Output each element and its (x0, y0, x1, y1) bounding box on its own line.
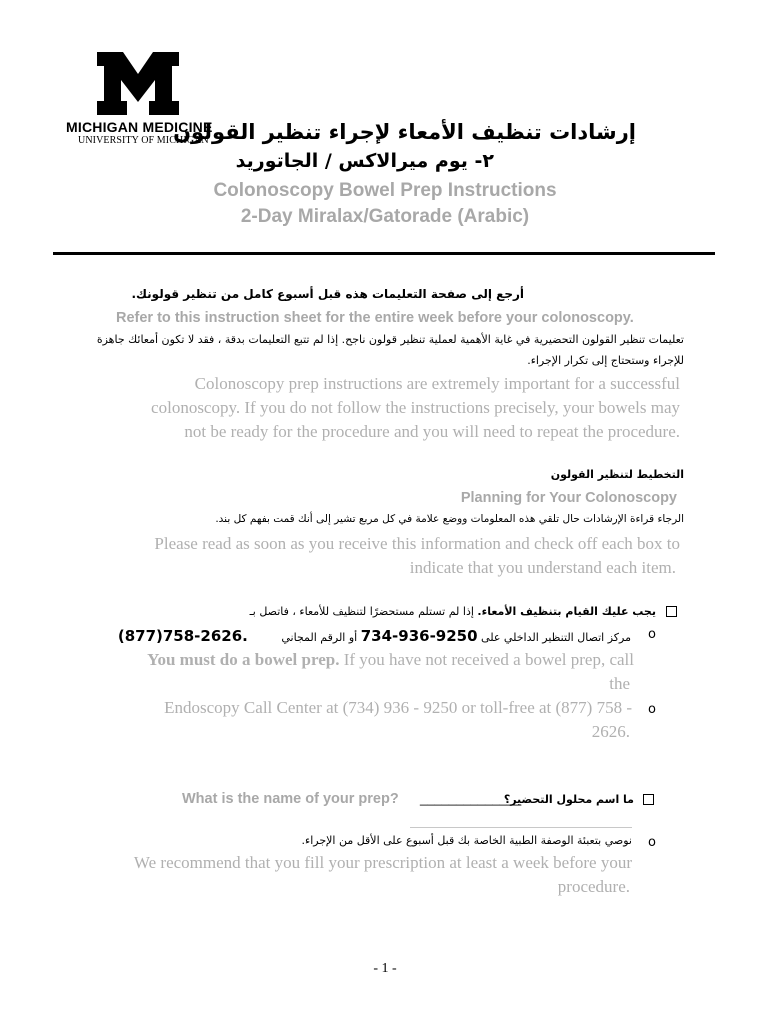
call-center-label: مركز اتصال التنظير الداخلي على (477, 631, 631, 644)
title-english: Colonoscopy Bowel Prep Instructions (213, 180, 557, 201)
toll-free-phone: (877)758-2626. (117, 627, 248, 645)
bowel-prep-checkbox[interactable] (666, 606, 677, 617)
item1-english-bold: You must do a bowel prep. (147, 650, 340, 669)
item2-bullet-marker: o (648, 835, 656, 850)
item1-bullet-arabic-marker: o (648, 627, 656, 642)
page-number: - 1 - (373, 961, 397, 976)
item2-english-line2: procedure. (557, 877, 630, 896)
refer-arabic: أرجع إلى صفحة التعليمات هذه قبل أسبوع كامل من تنظير قولونك. (131, 287, 524, 301)
call-center-phone: 734-936-9250 (360, 627, 478, 645)
subtitle-arabic: ٢- يوم ميرالاكس / الجاتوريد (235, 150, 494, 172)
refer-english: Refer to this instruction sheet for the entire week before your colonoscopy. (116, 310, 634, 326)
item2-english-line1: We recommend that you fill your prescription at least a week before your (133, 853, 632, 872)
michigan-block-m-logo (97, 52, 179, 115)
item1-english-line2: the (609, 674, 630, 693)
planning-heading-arabic: التخطيط لتنظير القولون (550, 468, 684, 481)
prep-name-underline (410, 827, 632, 828)
importance-arabic-line2: للإجراء وستحتاج إلى تكرار الإجراء. (527, 354, 684, 367)
prep-name-checkbox[interactable] (643, 794, 654, 805)
planning-text-english-line1: Please read as soon as you receive this information and check off each box to (154, 534, 680, 553)
item1-arabic (250, 605, 656, 618)
importance-english-line2: colonoscopy. If you do not follow the instructions precisely, your bowels may (151, 398, 680, 417)
item1-english-rest: If you have not received a bowel prep, call (339, 650, 634, 669)
item1-english-line4: 2626. (591, 722, 630, 741)
title-arabic: إرشادات تنظيف الأمعاء لإجراء تنظير القولون (173, 120, 636, 144)
subtitle-english: 2-Day Miralax/Gatorade (Arabic) (240, 206, 530, 227)
planning-text-english-line2: indicate that you understand each item. (409, 558, 676, 577)
item1-bullet-arabic (118, 627, 631, 645)
item1-english-line1 (147, 650, 634, 670)
prep-name-question-arabic: ما اسم محلول التحضير؟ (503, 793, 634, 806)
importance-english-line3: not be ready for the procedure and you will need to repeat the procedure. (184, 422, 680, 441)
importance-english-line1: Colonoscopy prep instructions are extremely important for a successful (194, 374, 680, 393)
prep-name-blank[interactable]: ______________ (420, 791, 522, 806)
logo-title: MICHIGAN MEDICINE (66, 119, 213, 135)
item1-bullet-english-marker: o (648, 702, 656, 717)
logo-subtitle: UNIVERSITY OF MICHIGAN (78, 135, 209, 146)
item2-bullet-arabic: نوصي بتعبئة الوصفة الطبية الخاصة بك قبل أسبوع على الأقل من الإجراء. (301, 834, 632, 847)
item1-english-line3: Endoscopy Call Center at (734) 936 - 9250 or toll-free at (877) 758 - (164, 698, 632, 717)
importance-arabic-line1: تعليمات تنظير القولون التحضيرية في غاية الأهمية لعملية تنظير قولون ناجح. إذا لم تتبع التعليمات بدقة ، فقد لا تكون أمعائك جاهزة (96, 333, 684, 346)
toll-free-label: أو الرقم المجاني (277, 631, 361, 644)
item1-arabic-bold: يجب عليك القيام بتنظيف الأمعاء. (477, 605, 656, 618)
planning-heading-english: Planning for Your Colonoscopy (460, 490, 677, 506)
prep-name-question-english: What is the name of your prep? (182, 791, 399, 807)
item1-arabic-rest: إذا لم تستلم مستحضرًا لتنظيف للأمعاء ، فاتصل بـ (249, 605, 478, 618)
planning-text-arabic: الرجاء قراءة الإرشادات حال تلقي هذه المعلومات ووضع علامة في كل مربع تشير إلى أنك قمت بفهم كل بند. (215, 513, 684, 525)
header-divider (53, 252, 715, 255)
